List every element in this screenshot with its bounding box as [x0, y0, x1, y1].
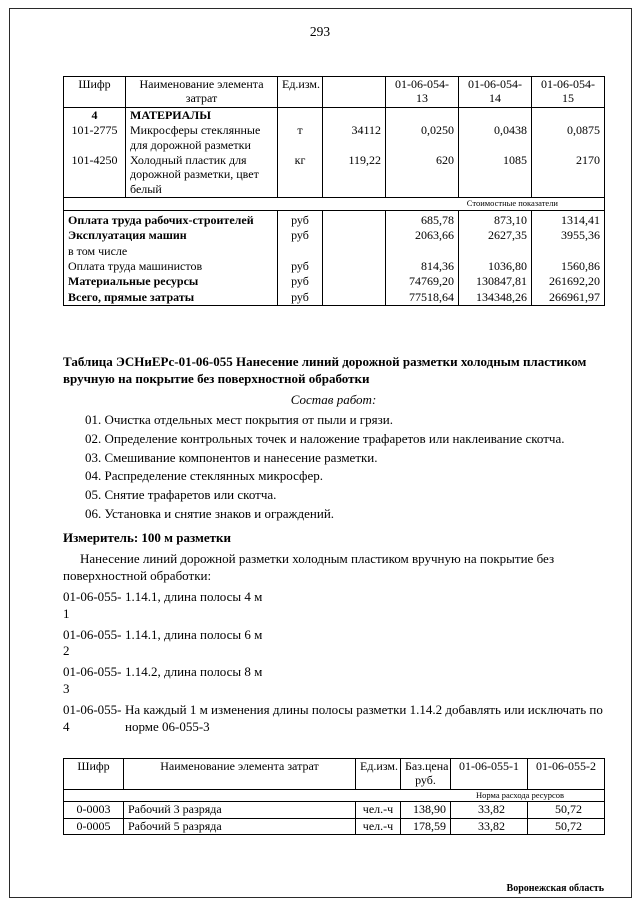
column-header: 01-06-054-15 — [532, 77, 605, 108]
table-row — [64, 107, 605, 123]
cell-base — [323, 228, 386, 243]
works-item: 05. Снятие трафаретов или скотча. — [85, 487, 277, 503]
cell-unit: кг — [278, 153, 323, 198]
cell-value: 0,0250 — [386, 123, 459, 153]
cell-value: 0,0875 — [532, 123, 605, 153]
cell-name: Холодный пластик для дорожной разметки, цвет белый — [126, 153, 278, 198]
cell-value: 873,10 — [459, 210, 532, 228]
resource-table-054 — [63, 76, 605, 306]
region-footer-label: Воронежская область — [506, 883, 604, 894]
cell-base — [323, 259, 386, 274]
norm-code: 01-06-055-1 — [63, 588, 122, 621]
norm-desc: 1.14.1, длина полосы 4 м — [125, 588, 263, 604]
cell-value: 2627,35 — [459, 228, 532, 243]
cell-name: Оплата труда рабочих-строителей — [64, 210, 278, 228]
cell-unit — [278, 244, 323, 259]
cell-value: 130847,81 — [459, 274, 532, 289]
cell-unit: руб — [278, 210, 323, 228]
works-item: 01. Очистка отдельных мест покрытия от пыли и грязи. — [85, 411, 393, 427]
resource-table-055 — [63, 758, 605, 835]
cell-name: Материальные ресурсы — [64, 274, 278, 289]
cell-value: 74769,20 — [386, 274, 459, 289]
cell-value: 3955,36 — [532, 228, 605, 243]
cell-unit: руб — [278, 290, 323, 306]
table-title-text: Нанесение линий дорожной разметки холодным пластиком вручную на покрытие без поверхностной обработки — [63, 354, 587, 386]
cell-value: 620 — [386, 153, 459, 198]
table-row — [64, 818, 605, 834]
cell-value: 1314,41 — [532, 210, 605, 228]
cell-base — [323, 210, 386, 228]
cell-base — [323, 107, 386, 123]
cell-base — [323, 274, 386, 289]
cell-base — [323, 244, 386, 259]
table-header-row — [64, 77, 605, 108]
cell-name: Рабочий 5 разряда — [124, 818, 356, 834]
cell-value: 0,0438 — [459, 123, 532, 153]
norm-entry — [63, 589, 604, 623]
cell-value: 50,72 — [528, 802, 605, 818]
table-row — [64, 274, 605, 289]
cell-code: 101-4250 — [64, 153, 126, 198]
works-item: 03. Смешивание компонентов и нанесение разметки. — [85, 449, 378, 465]
column-header: Ед.изм. — [356, 758, 401, 789]
cell-value — [386, 244, 459, 259]
cell-code: 4 — [64, 107, 126, 123]
norm-code: 01-06-055-4 — [63, 702, 122, 735]
table-header-row — [64, 758, 605, 789]
column-header: Наименование элемента затрат — [126, 77, 278, 108]
cell-unit: руб — [278, 274, 323, 289]
works-item: 02. Определение контрольных точек и наложение трафаретов или наклеивание скотча. — [85, 430, 565, 446]
cell-value: 1085 — [459, 153, 532, 198]
table-row — [64, 802, 605, 818]
cell-name: Всего, прямые затраты — [64, 290, 278, 306]
cell-value — [459, 107, 532, 123]
cell-value: 134348,26 — [459, 290, 532, 306]
cell-value — [386, 107, 459, 123]
cell-value: 261692,20 — [532, 274, 605, 289]
cell-code: 0-0005 — [64, 818, 124, 834]
norm-desc: 1.14.1, длина полосы 6 м — [125, 626, 263, 642]
meter-line — [63, 530, 604, 547]
column-header: 01-06-054-14 — [459, 77, 532, 108]
cell-value: 266961,97 — [532, 290, 605, 306]
cell-value — [532, 244, 605, 259]
column-header — [323, 77, 386, 108]
cell-name: Оплата труда машинистов — [64, 259, 278, 274]
cell-value: 77518,64 — [386, 290, 459, 306]
norms-list — [63, 589, 604, 736]
column-header: Наименование элемента затрат — [124, 758, 356, 789]
column-header: Шифр — [64, 758, 124, 789]
cell-code: 0-0003 — [64, 802, 124, 818]
norm-table-055-section — [63, 354, 604, 736]
cell-name: Эксплуатация машин — [64, 228, 278, 243]
column-header: 01-06-054-13 — [386, 77, 459, 108]
cell-base — [323, 290, 386, 306]
cell-name: Микросферы стеклянные для дорожной разметки — [126, 123, 278, 153]
cell-unit: чел.-ч — [356, 802, 401, 818]
works-list — [85, 412, 604, 523]
cell-value: 2170 — [532, 153, 605, 198]
norm-desc: На каждый 1 м изменения длины полосы разметки 1.14.2 добавлять или исключать по норме 06-055-3 — [125, 702, 603, 735]
column-header: Баз.цена руб. — [401, 758, 451, 789]
norm-desc: 1.14.2, длина полосы 8 м — [125, 664, 263, 680]
section-band-label: Стоимостные показатели — [64, 198, 605, 211]
cell-name: МАТЕРИАЛЫ — [126, 107, 278, 123]
norms-intro: Нанесение линий дорожной разметки холодным пластиком вручную на покрытие без поверхностной обработки: — [63, 551, 555, 583]
works-item: 06. Установка и снятие знаков и ограждений. — [85, 506, 335, 522]
cell-unit: т — [278, 123, 323, 153]
cell-unit: руб — [278, 259, 323, 274]
cell-value: 50,72 — [528, 818, 605, 834]
table-row — [64, 290, 605, 306]
cell-value — [459, 244, 532, 259]
page-number: 293 — [309, 24, 331, 39]
section-band-label: Норма расхода ресурсов — [64, 789, 605, 802]
cell-value: 814,36 — [386, 259, 459, 274]
norm-entry — [63, 702, 604, 736]
table-title — [63, 354, 604, 388]
section-band-row — [64, 789, 605, 802]
table-row — [64, 123, 605, 153]
table-row — [64, 244, 605, 259]
cell-value: 2063,66 — [386, 228, 459, 243]
table-row — [64, 228, 605, 243]
works-item: 04. Распределение стеклянных микросфер. — [85, 468, 323, 484]
norm-entry — [63, 627, 604, 661]
norm-code: 01-06-055-2 — [63, 626, 122, 659]
norm-code: 01-06-055-3 — [63, 664, 122, 697]
table-row — [64, 259, 605, 274]
cell-code: 101-2775 — [64, 123, 126, 153]
table-title-code: Таблица ЭСНиЕРс-01-06-055 — [63, 354, 233, 370]
cell-value: 1036,80 — [459, 259, 532, 274]
cell-value: 33,82 — [451, 818, 528, 834]
cell-unit — [278, 107, 323, 123]
column-header: Шифр — [64, 77, 126, 108]
cell-value: 33,82 — [451, 802, 528, 818]
meter-value: 100 м разметки — [141, 530, 232, 546]
cell-name: в том числе — [64, 244, 278, 259]
works-heading: Состав работ: — [290, 391, 377, 407]
cell-value — [532, 107, 605, 123]
cell-unit: чел.-ч — [356, 818, 401, 834]
meter-label: Измеритель: — [63, 530, 139, 546]
cell-base: 119,22 — [323, 153, 386, 198]
norm-entry — [63, 664, 604, 698]
cell-unit: руб — [278, 228, 323, 243]
cell-base: 138,90 — [401, 802, 451, 818]
column-header: 01-06-055-2 — [528, 758, 605, 789]
table-row — [64, 210, 605, 228]
cell-name: Рабочий 3 разряда — [124, 802, 356, 818]
cell-base: 178,59 — [401, 818, 451, 834]
cell-base: 34112 — [323, 123, 386, 153]
cell-value: 1560,86 — [532, 259, 605, 274]
column-header: 01-06-055-1 — [451, 758, 528, 789]
section-band-row — [64, 198, 605, 211]
table-row — [64, 153, 605, 198]
cell-value: 685,78 — [386, 210, 459, 228]
column-header: Ед.изм. — [278, 77, 323, 108]
